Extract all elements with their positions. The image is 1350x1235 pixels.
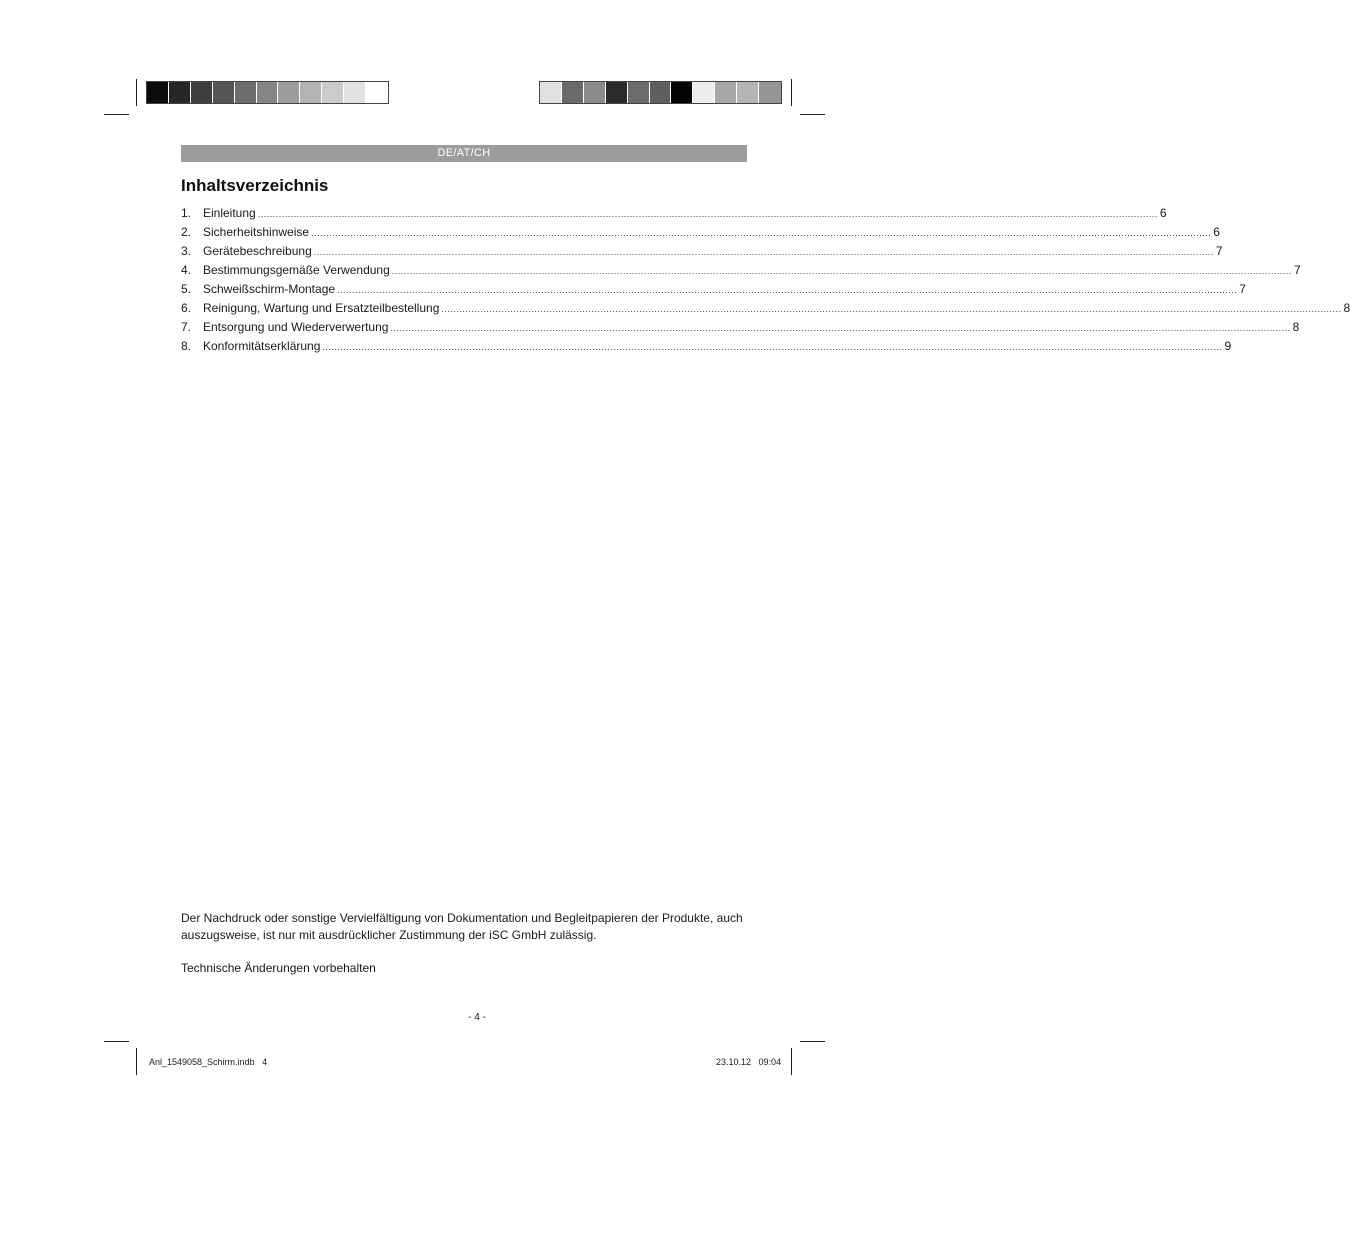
print-slug-date: 23.10.12 09:04 — [716, 1057, 782, 1067]
toc-leader-dots: ............................................................................................................................................................................................................................................................................................................ — [257, 209, 1158, 219]
toc-entry-number: 3. — [181, 244, 192, 258]
toc-entry[interactable] — [181, 318, 1300, 337]
color-calibration-bar-left — [146, 81, 389, 104]
color-swatch — [650, 82, 672, 103]
toc-entry-page: 8 — [1343, 301, 1350, 315]
toc-entry-label: Schweißschirm-Montage — [203, 282, 336, 296]
toc-entry-number: 7. — [181, 320, 192, 334]
toc-entry-page: 7 — [1215, 244, 1223, 258]
toc-entry-label: Sicherheitshinweise — [203, 225, 310, 239]
toc-entry-label: Gerätebeschreibung — [203, 244, 312, 258]
toc-entry[interactable] — [181, 204, 1167, 223]
toc-entry[interactable] — [181, 280, 1246, 299]
crop-mark-bottom-right-vertical — [791, 1048, 792, 1075]
crop-mark-bottom-left-vertical — [136, 1048, 137, 1075]
toc-entry-label: Bestimmungsgemäße Verwendung — [203, 263, 390, 277]
color-swatch — [169, 82, 191, 103]
color-swatch — [322, 82, 344, 103]
color-swatch — [300, 82, 322, 103]
language-header-bar: DE/AT/CH — [181, 145, 747, 162]
toc-entry-page: 9 — [1224, 339, 1232, 353]
color-swatch — [344, 82, 366, 103]
toc-entry-number: 1. — [181, 206, 192, 220]
toc-entry[interactable] — [181, 299, 1350, 318]
page-number: - 4 - — [468, 1012, 486, 1023]
color-swatch — [191, 82, 213, 103]
toc-entry-label: Reinigung, Wartung und Ersatzteilbestellung — [203, 301, 440, 315]
toc-entry-page: 7 — [1239, 282, 1246, 296]
toc-entry[interactable] — [181, 223, 1220, 242]
toc-entry-page: 6 — [1213, 225, 1220, 239]
color-swatch — [540, 82, 562, 103]
toc-leader-dots: ............................................................................................................................................................................................................................................................................................................ — [441, 304, 1342, 314]
toc-entry-number: 2. — [181, 225, 192, 239]
toc-leader-dots: ............................................................................................................................................................................................................................................................................................................ — [313, 247, 1214, 257]
toc-entry-page: 7 — [1293, 263, 1301, 277]
toc-entry[interactable] — [181, 261, 1301, 280]
color-swatch — [278, 82, 300, 103]
color-swatch — [257, 82, 279, 103]
color-swatch — [147, 82, 169, 103]
color-swatch — [759, 82, 781, 103]
color-swatch — [235, 82, 257, 103]
color-swatch — [671, 82, 693, 103]
color-swatch — [213, 82, 235, 103]
color-swatch — [737, 82, 759, 103]
toc-leader-dots: ............................................................................................................................................................................................................................................................................................................ — [337, 285, 1238, 295]
color-swatch — [606, 82, 628, 103]
color-swatch — [584, 82, 606, 103]
crop-mark-bottom-left-horizontal — [104, 1041, 129, 1042]
toc-entry-number: 6. — [181, 301, 192, 315]
crop-mark-bottom-right-horizontal — [800, 1041, 825, 1042]
color-swatch — [715, 82, 737, 103]
toc-leader-dots: ............................................................................................................................................................................................................................................................................................................ — [391, 266, 1292, 276]
print-slug-file: Anl_1549058_Schirm.indb 4 — [149, 1057, 268, 1067]
toc-entry-number: 8. — [181, 339, 192, 353]
toc-leader-dots: ............................................................................................................................................................................................................................................................................................................ — [390, 323, 1291, 333]
color-swatch — [628, 82, 650, 103]
toc-entry-label: Einleitung — [203, 206, 256, 220]
table-of-contents — [181, 204, 1350, 356]
color-swatch — [366, 82, 388, 103]
toc-leader-dots: ............................................................................................................................................................................................................................................................................................................ — [322, 342, 1223, 352]
crop-mark-top-right-horizontal — [800, 114, 825, 115]
toc-entry-page: 6 — [1159, 206, 1167, 220]
crop-mark-top-left-vertical — [136, 79, 137, 106]
toc-entry-label: Entsorgung und Wiederverwertung — [203, 320, 389, 334]
crop-mark-top-right-vertical — [791, 79, 792, 106]
toc-title: Inhaltsverzeichnis — [181, 176, 329, 195]
toc-entry[interactable] — [181, 337, 1232, 356]
toc-entry-page: 8 — [1292, 320, 1300, 334]
color-swatch — [562, 82, 584, 103]
copyright-note: Der Nachdruck oder sonstige Vervielfältigung von Dokumentation und Begleitpapieren der Produkte, auch auszugsweise, ist nur mit ausdrücklicher Zustimmung der iSC GmbH zulässig. — [181, 911, 743, 942]
technical-changes-note: Technische Änderungen vorbehalten — [181, 961, 376, 975]
toc-entry-number: 4. — [181, 263, 192, 277]
toc-entry[interactable] — [181, 242, 1223, 261]
color-calibration-bar-right — [539, 81, 782, 104]
color-swatch — [693, 82, 715, 103]
crop-mark-top-left-horizontal — [104, 114, 129, 115]
toc-entry-label: Konformitätserklärung — [203, 339, 321, 353]
toc-entry-number: 5. — [181, 282, 192, 296]
toc-leader-dots: ............................................................................................................................................................................................................................................................................................................ — [311, 228, 1212, 238]
